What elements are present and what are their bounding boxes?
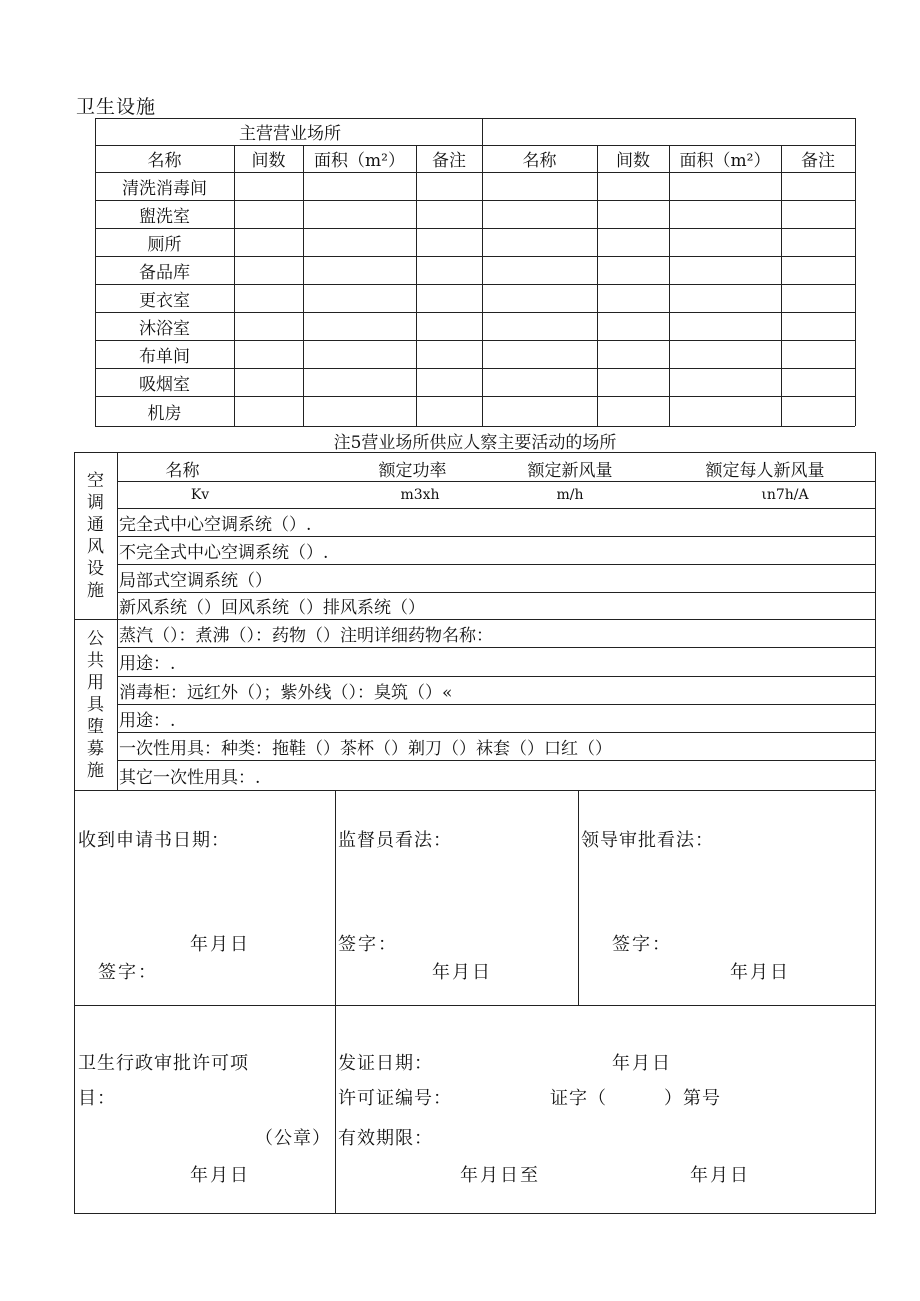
received-sign-label: 签字： (98, 962, 158, 983)
header-main-premises: 主营营业场所 (239, 124, 341, 144)
row-label-shower-room: 沐浴室 (139, 318, 190, 339)
ac-line-local: 局部式空调系统（） (119, 570, 272, 591)
official-seal-label: （公章） (255, 1128, 331, 1149)
validity-label: 有效期限： (338, 1128, 433, 1149)
col-note-right: 备注 (801, 151, 835, 171)
ac-section-label: 空 调 通 风 设 施 (87, 470, 104, 601)
row-label-smoking-room: 吸烟室 (139, 374, 190, 395)
public-section-label: 公 共 用 具 堕 募 施 (87, 628, 104, 781)
row-label-disinfection-room: 清洗消毒间 (122, 178, 207, 199)
public-line-disinfection-cabinet: 消毒柜：远红外（）；紫外线（）：臭筑（）« (119, 682, 453, 703)
col-name-right: 名称 (522, 151, 557, 171)
issue-date-value: 年月日 (612, 1053, 672, 1074)
license-number-value: 证字（ ）第号 (550, 1088, 721, 1109)
permit-item-label-line1: 卫生行政审批许可项 (78, 1053, 249, 1074)
leader-opinion-label: 领导审批看法： (581, 830, 714, 851)
supervisor-sign-label: 签字： (338, 934, 398, 955)
permit-item-date: 年月日 (190, 1165, 250, 1186)
supervisor-date: 年月日 (432, 962, 492, 983)
ac-header-per-person-fresh-air: 额定每人新风量 (705, 460, 825, 481)
public-line-usage-2: 用途：. (119, 710, 176, 731)
row-label-storage: 备品库 (139, 262, 190, 283)
public-line-other-disposables: 其它一次性用具：. (119, 767, 261, 788)
ac-unit-fresh-air: m/h (556, 487, 584, 503)
license-number-label: 许可证编号： (338, 1088, 452, 1109)
public-line-disinfection-method: 蒸汽（）：煮沸（）：药物（）注明详细药物名称： (119, 625, 493, 646)
public-line-disposables: 一次性用具：种类：拖鞋（）茶杯（）剃刀（）袜套（）口红（） (119, 738, 612, 759)
leader-sign-label: 签字： (612, 934, 672, 955)
col-area-right: 面积（m²） (679, 151, 771, 171)
table-note: 注5营业场所供应人察主要活动的场所 (333, 432, 617, 453)
col-area-left: 面积（m²） (314, 151, 405, 171)
received-date-value: 年月日 (190, 934, 250, 955)
issue-date-label: 发证日期： (338, 1053, 433, 1074)
row-label-toilet: 厕所 (147, 234, 182, 255)
received-date-label: 收到申请书日期： (78, 830, 230, 851)
row-label-linen-room: 布单间 (139, 346, 190, 367)
header-secondary (482, 118, 855, 145)
ac-unit-power: Kv (190, 487, 210, 503)
validity-to: 年月日 (690, 1165, 750, 1186)
row-label-machine-room: 机房 (147, 403, 182, 424)
col-name-left: 名称 (147, 151, 182, 171)
supervisor-opinion-label: 监督员看法： (338, 830, 452, 851)
row-label-changing-room: 更衣室 (139, 290, 190, 311)
col-note-left: 备注 (432, 151, 466, 171)
ac-line-partial-central: 不完全式中心空调系统（）. (119, 542, 329, 563)
ac-header-name: 名称 (165, 460, 200, 481)
ac-line-ventilation: 新风系统（）回风系统（）排风系统（） (119, 598, 425, 618)
leader-date: 年月日 (730, 962, 790, 983)
page-title: 卫生设施 (76, 96, 157, 118)
col-count-left: 间数 (251, 151, 286, 171)
col-count-right: 间数 (616, 151, 650, 171)
ac-unit-per-person: ιn7h/A (761, 487, 809, 503)
ac-header-rated-fresh-air: 额定新风量 (527, 460, 613, 481)
permit-item-label-line2: 目： (78, 1088, 116, 1109)
row-label-washroom: 盥洗室 (139, 206, 190, 227)
ac-line-full-central: 完全式中心空调系统（）. (119, 514, 312, 535)
validity-from: 年月日至 (460, 1165, 540, 1186)
public-line-usage-1: 用途：. (119, 654, 176, 674)
ac-unit-volume: m3xh (400, 487, 440, 503)
ac-header-rated-power: 额定功率 (378, 460, 447, 481)
